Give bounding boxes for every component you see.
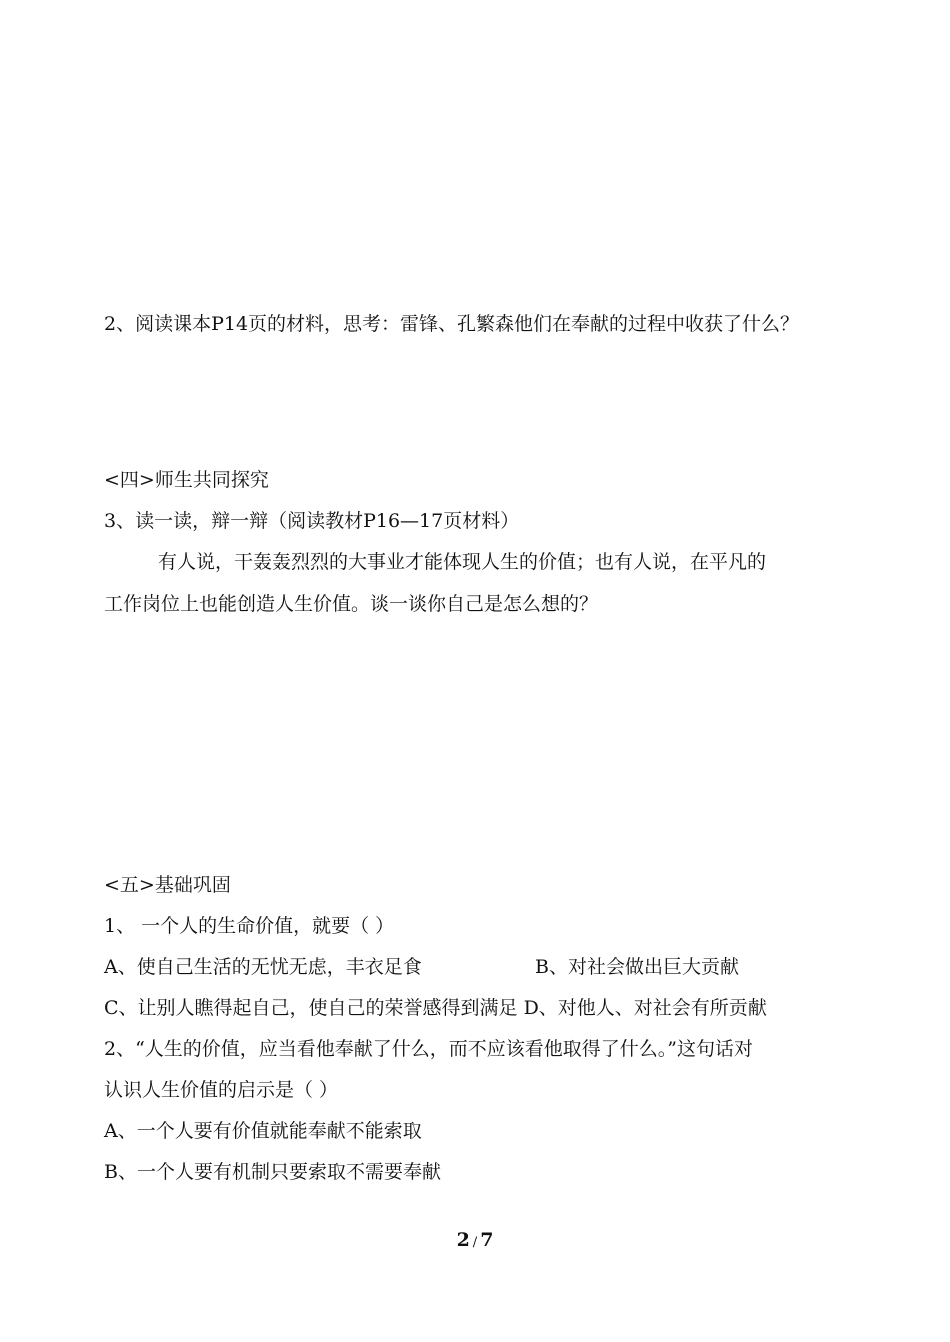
quiz-q2-option-b: B、一个人要有机制只要索取不需要奉献 [104,1161,441,1183]
current-page-number: 2 [456,1229,470,1251]
quiz-question-2-line-1: 2、“人生的价值，应当看他奉献了什么，而不应该看他取得了什么。”这句话对 [104,1038,754,1060]
quiz-q1-options-c-d: C、让别人瞧得起自己，使自己的荣誉感得到满足 D、对他人、对社会有所贡献 [104,997,767,1019]
debate-paragraph-line-1: 有人说，干轰轰烈烈的大事业才能体现人生的价值；也有人说，在平凡的 [158,551,767,573]
page-separator: / [472,1235,478,1250]
quiz-question-1: 1、 一个人的生命价值，就要（ ） [104,915,395,937]
section-5-heading: <五>基础巩固 [104,874,231,896]
quiz-q1-option-b: B、对社会做出巨大贡献 [535,956,739,978]
debate-paragraph-line-2: 工作岗位上也能创造人生价值。谈一谈你自己是怎么想的？ [104,593,599,615]
question-3-read-debate: 3、读一读，辩一辩（阅读教材P16—17页材料） [104,510,520,532]
total-page-count: 7 [480,1229,494,1251]
quiz-q2-option-a: A、一个人要有价值就能奉献不能索取 [104,1120,422,1142]
quiz-q1-option-a: A、使自己生活的无忧无虑，丰衣足食 [104,956,422,978]
page-number-footer [0,1228,950,1255]
question-2-reading: 2、阅读课本P14页的材料，思考：雷锋、孔繁森他们在奉献的过程中收获了什么？ [104,313,800,335]
section-4-heading: <四>师生共同探究 [104,469,269,491]
quiz-question-2-line-2: 认识人生价值的启示是（ ） [104,1079,339,1101]
